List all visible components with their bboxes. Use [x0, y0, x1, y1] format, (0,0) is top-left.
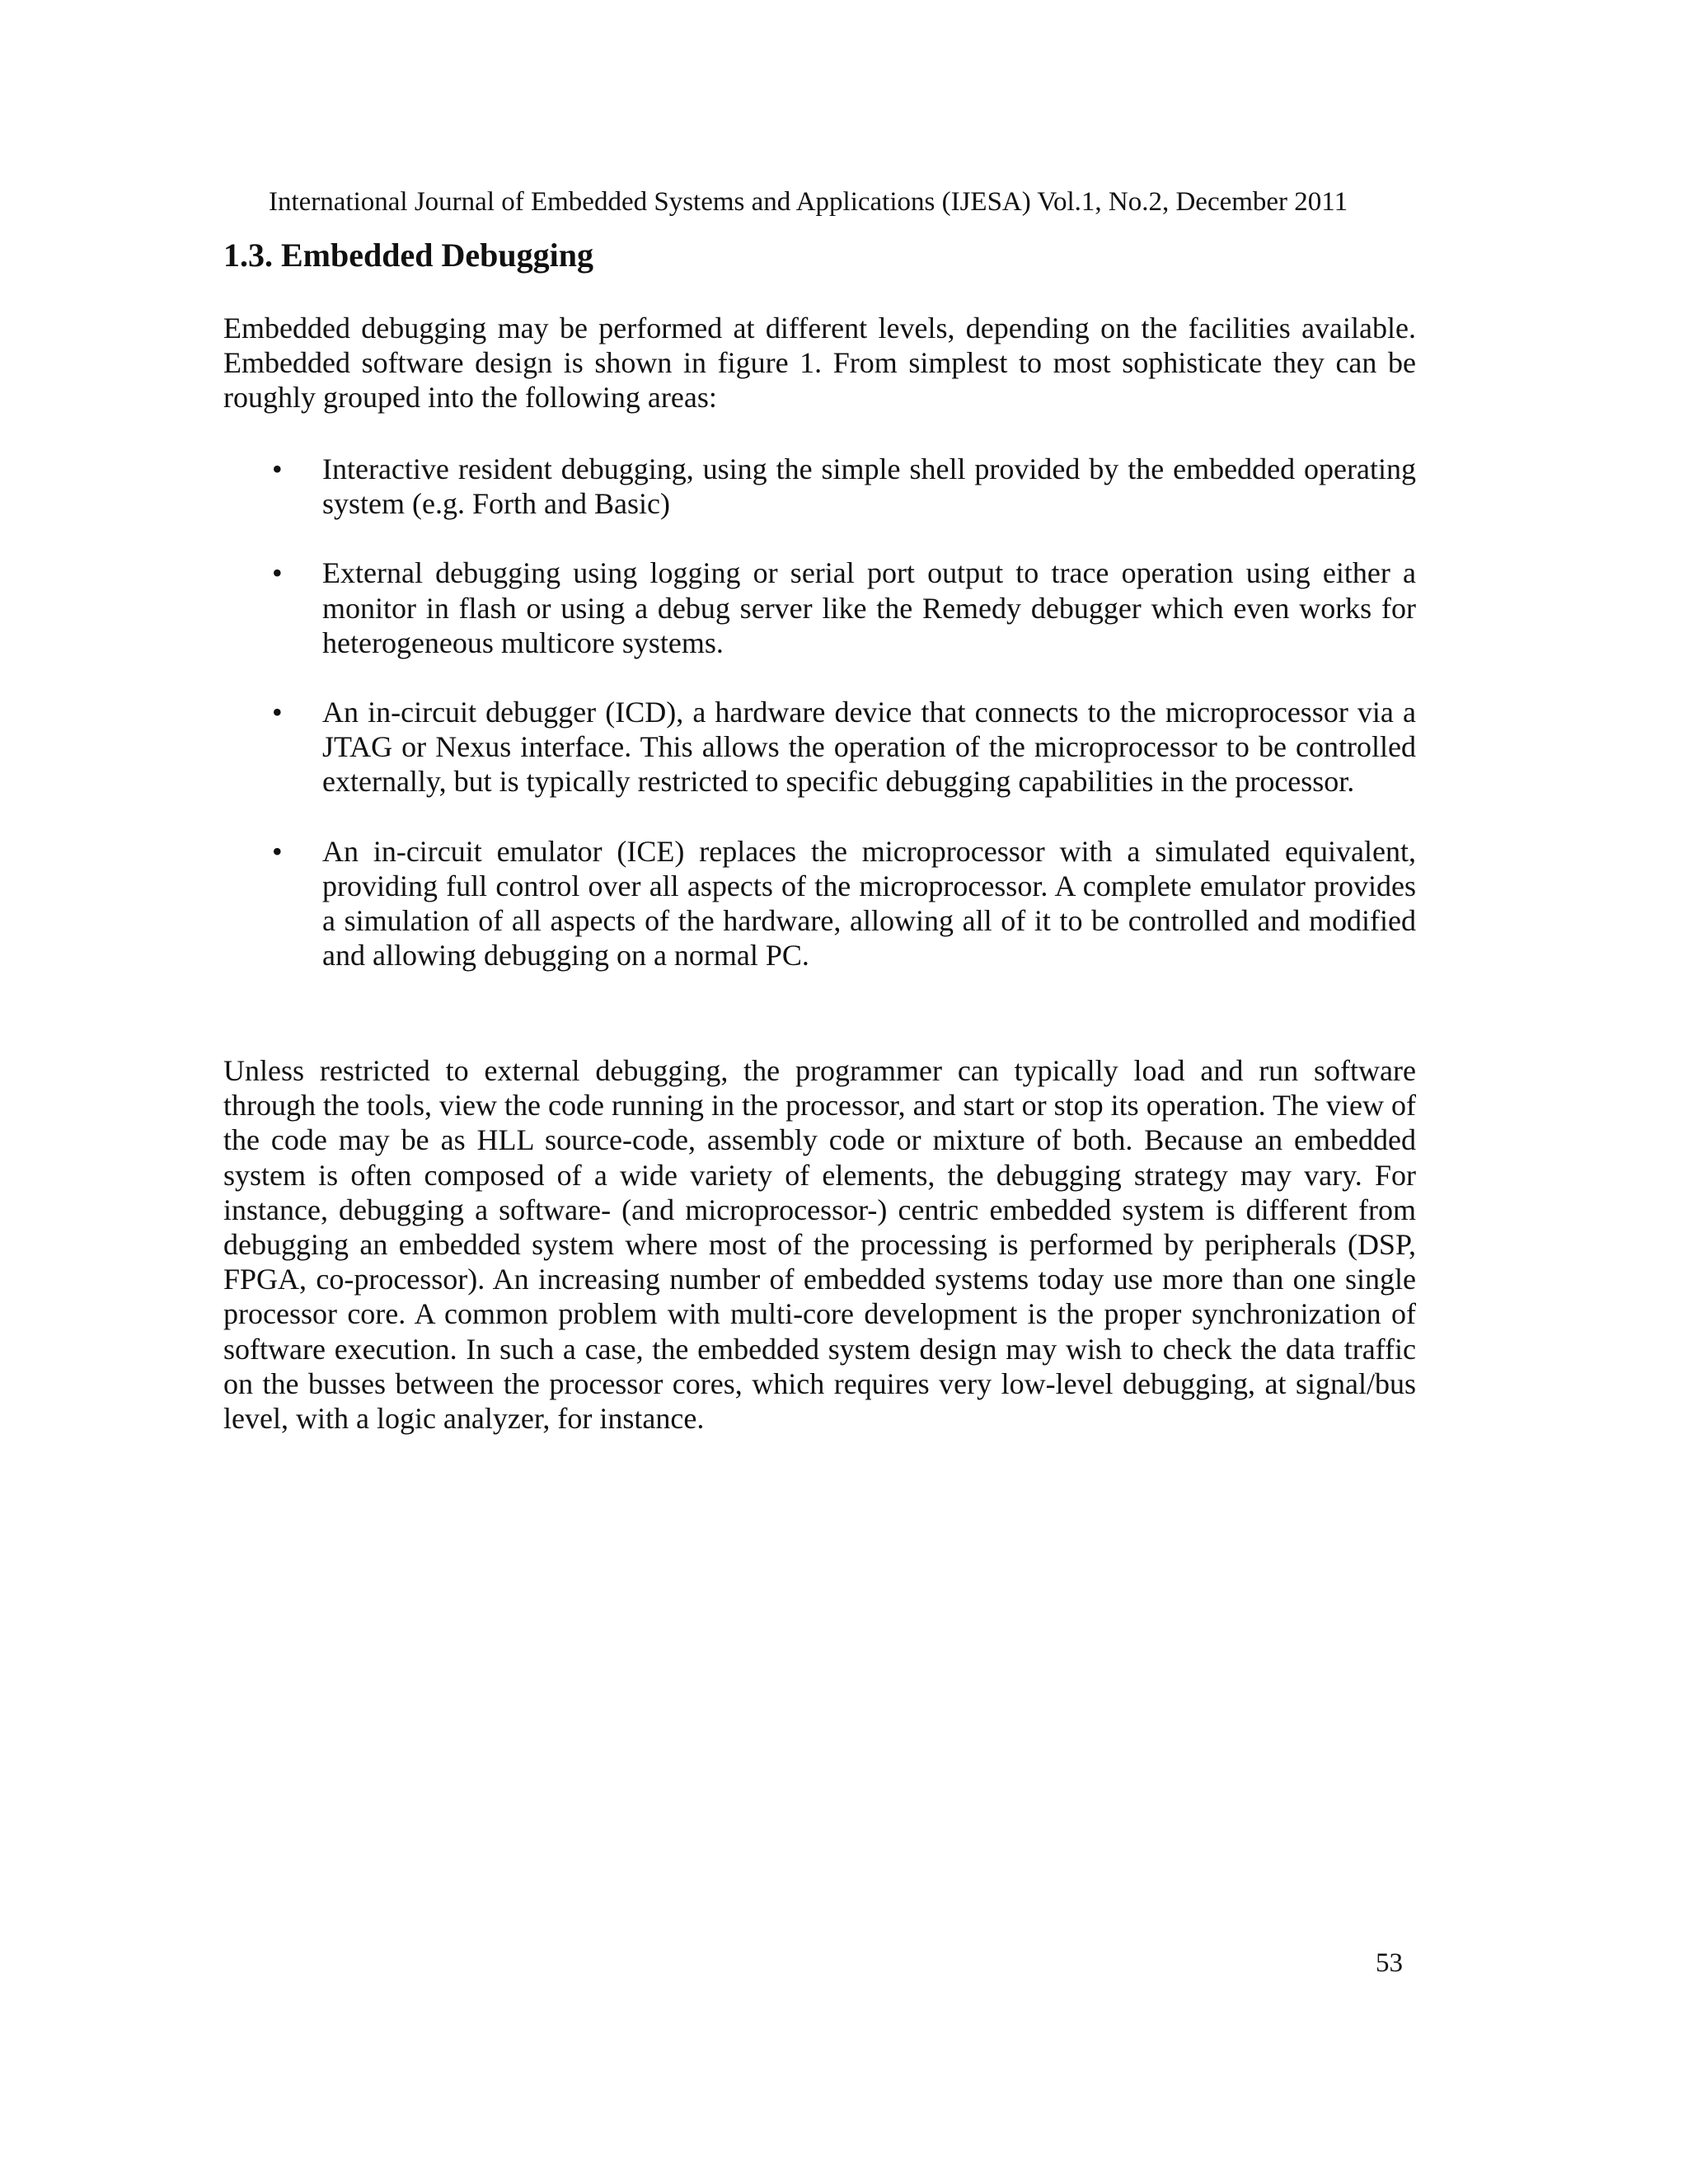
section-heading: 1.3. Embedded Debugging — [223, 237, 593, 274]
closing-paragraph: Unless restricted to external debugging, the programmer can typically load and run software through the tools, view the code running in the processor, and start or stop its operation. The view of the code may be as HLL source-code, assembly code or mixture of both. Because an embedded system is often composed of a wide variety of elements, the debugging strategy may vary. For instance, debugging a software- (and microprocessor-) centric embedded system is different from debugging an embedded system where most of the processing is performed by peripherals (DSP, FPGA, co-processor). An increasing number of embedded systems today use more than one single processor core. A common problem with multi-core development is the proper synchronization of software execution. In such a case, the embedded system design may wish to check the data traffic on the busses between the processor cores, which requires very low-level debugging, at signal/bus level, with a logic analyzer, for instance. — [223, 1054, 1416, 1436]
debugging-levels-list — [223, 452, 1416, 1007]
intro-paragraph: Embedded debugging may be performed at different levels, depending on the facilities available. Embedded software design is shown in figure 1. From simplest to most sophisticate they can be roughly grouped into the following areas: — [223, 312, 1416, 415]
page-number: 53 — [1376, 1948, 1403, 1978]
list-item-text: An in-circuit emulator (ICE) replaces the microprocessor with a simulated equivalent, providing full control over all aspects of the microprocessor. A complete emulator provides a simulation of all aspects of the hardware, allowing all of it to be controlled and modified and allowing debugging on a normal PC. — [322, 834, 1416, 972]
list-item — [223, 834, 1416, 973]
list-item-text: Interactive resident debugging, using the simple shell provided by the embedded operating system (e.g. Forth and Basic) — [322, 452, 1416, 521]
bullet-icon: • — [272, 696, 283, 729]
list-item-text: An in-circuit debugger (ICD), a hardware device that connects to the microprocessor via a JTAG or Nexus interface. This allows the operation of the microprocessor to be controlled externally, but is typically restricted to specific debugging capabilities in the processor. — [322, 696, 1416, 799]
list-item — [223, 452, 1416, 521]
list-item — [223, 695, 1416, 799]
bullet-icon: • — [272, 556, 283, 590]
bullet-icon: • — [272, 452, 283, 485]
list-item-text: External debugging using logging or serial port output to trace operation using either a monitor in flash or using a debug server like the Remedy debugger which even works for heterogeneous multicore systems. — [322, 556, 1416, 659]
bullet-icon: • — [272, 834, 283, 868]
journal-running-header: International Journal of Embedded Systems and Applications (IJESA) Vol.1, No.2, December 2011 — [269, 187, 1348, 217]
list-item — [223, 555, 1416, 660]
